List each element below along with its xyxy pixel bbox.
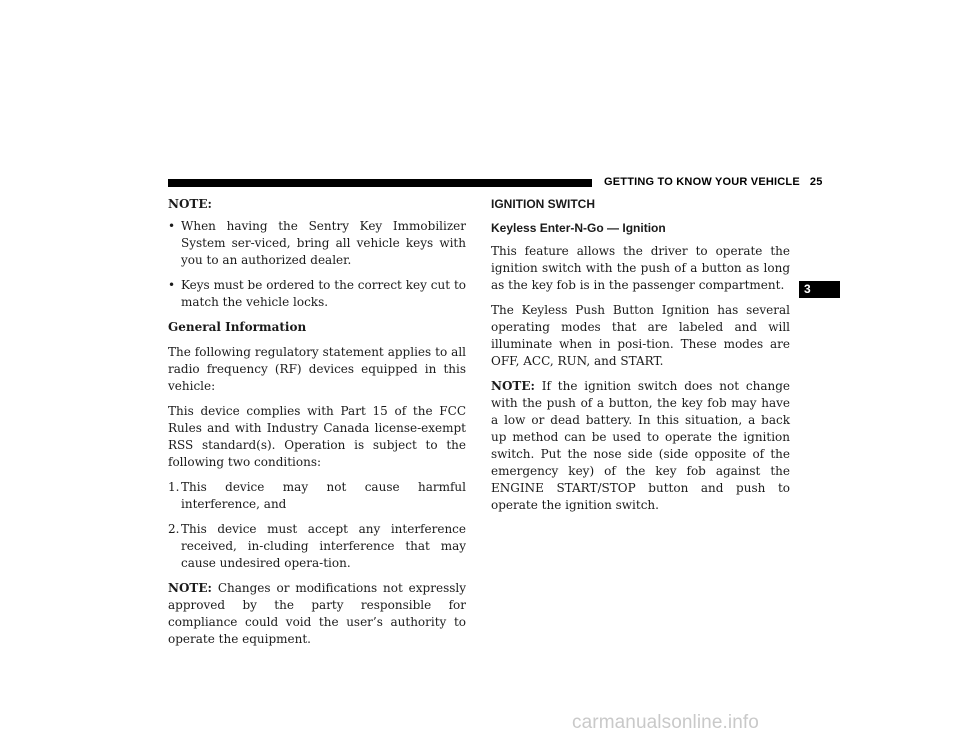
numbered-item xyxy=(168,479,466,513)
subsection-title: Keyless Enter-N-Go — Ignition xyxy=(491,221,666,235)
note-label: NOTE: xyxy=(168,197,212,211)
item-number: 1. xyxy=(168,480,180,494)
bullet-text: When having the Sentry Key Immobilizer System ser-viced, bring all vehicle keys with you to an authorized dealer. xyxy=(181,219,466,267)
section-title: IGNITION SWITCH xyxy=(491,197,595,211)
note-text: If the ignition switch does not change with the push of a button, the key fob may have a low or dead battery. In this situation, a back up method can be used to operate the ignition switch. Put the nose side (side opposite of the emergency key) of the key fob against the ENGINE START/STOP button and push to operate the ignition switch. xyxy=(491,379,790,512)
page-number: 25 xyxy=(809,176,823,188)
bullet-dot: • xyxy=(168,278,176,292)
bullet-item xyxy=(168,218,466,269)
watermark: carmanualsonline.info xyxy=(572,712,759,733)
note-paragraph xyxy=(491,378,790,514)
note-label: NOTE: xyxy=(491,379,535,393)
item-text: This device may not cause harmful interference, and xyxy=(181,480,466,511)
header-rule xyxy=(168,179,592,187)
bullet-item xyxy=(168,277,466,311)
note-label: NOTE: xyxy=(168,581,212,595)
general-info-heading: General Information xyxy=(168,320,307,334)
item-text: This device must accept any interference received, in-cluding interference that may cause undesired opera-tion. xyxy=(181,522,466,570)
note-text: Changes or modifications not expressly approved by the party responsible for compliance could void the user’s authority to operate the equipment. xyxy=(168,581,466,646)
right-column xyxy=(491,196,790,522)
header-section-title: GETTING TO KNOW YOUR VEHICLE xyxy=(604,176,800,188)
paragraph: This device complies with Part 15 of the FCC Rules and with Industry Canada license-exempt RSS standard(s). Operation is subject to the following two conditions: xyxy=(168,404,466,469)
item-number: 2. xyxy=(168,522,180,536)
chapter-tab: 3 xyxy=(799,281,840,298)
paragraph: The following regulatory statement applies to all radio frequency (RF) devices equipped in this vehicle: xyxy=(168,345,466,393)
bullet-text: Keys must be ordered to the correct key cut to match the vehicle locks. xyxy=(181,278,466,309)
paragraph: The Keyless Push Button Ignition has several operating modes that are labeled and will illuminate when in posi-tion. These modes are OFF, ACC, RUN, and START. xyxy=(491,303,790,368)
bullet-dot: • xyxy=(168,219,176,233)
left-column xyxy=(168,196,466,656)
note-paragraph xyxy=(168,580,466,648)
running-header xyxy=(604,176,823,188)
paragraph: This feature allows the driver to operate the ignition switch with the push of a button as long as the key fob is in the passenger compartment. xyxy=(491,244,790,292)
numbered-item xyxy=(168,521,466,572)
